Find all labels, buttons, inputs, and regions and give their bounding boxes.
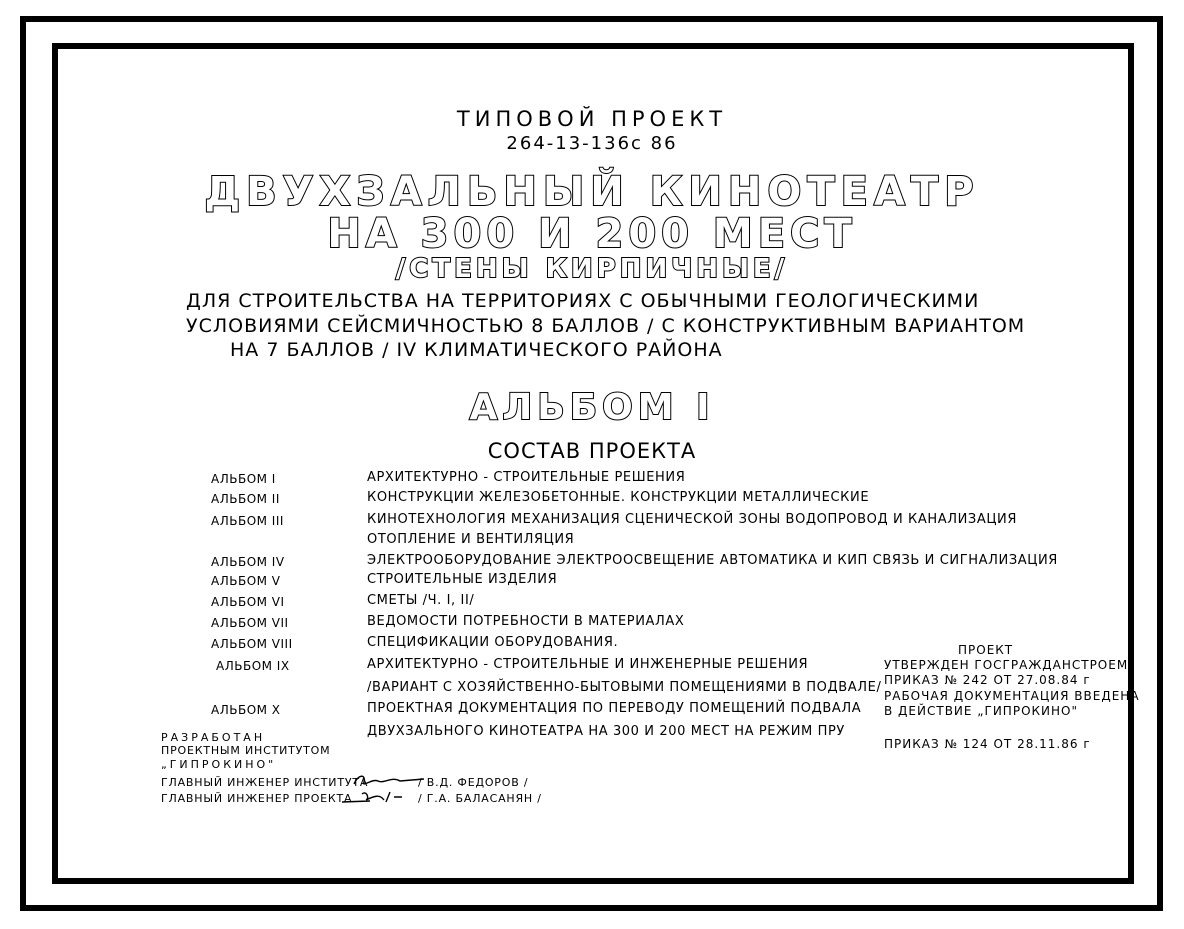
album-label: АЛЬБОМ X xyxy=(211,703,281,717)
album-text: ПРОЕКТНАЯ ДОКУМЕНТАЦИЯ ПО ПЕРЕВОДУ ПОМЕЩЕНИЙ ПОДВАЛА xyxy=(367,701,862,716)
contents-title: СОСТАВ ПРОЕКТА xyxy=(487,439,697,463)
album-text: АРХИТЕКТУРНО - СТРОИТЕЛЬНЫЕ И ИНЖЕНЕРНЫЕ РЕШЕНИЯ xyxy=(367,657,809,672)
project-code: 264-13-136с 86 xyxy=(506,133,678,154)
album-label: АЛЬБОМ IV xyxy=(211,555,285,569)
approval-order: ПРИКАЗ № 242 ОТ 27.08.84 г xyxy=(884,673,1091,687)
album-title: АЛЬБОМ I xyxy=(469,387,715,428)
album-text: ЭЛЕКТРООБОРУДОВАНИЕ ЭЛЕКТРООСВЕЩЕНИЕ АВТОМАТИКА И КИП СВЯЗЬ И СИГНАЛИЗАЦИЯ xyxy=(367,553,1058,568)
title-line-2: НА 300 И 200 МЕСТ xyxy=(327,211,857,257)
approval-order-2: ПРИКАЗ № 124 ОТ 28.11.86 г xyxy=(884,737,1091,751)
album-label: АЛЬБОМ IX xyxy=(216,659,290,673)
credits-institute-name: „ГИПРОКИНО" xyxy=(161,758,277,771)
album-text: КОНСТРУКЦИИ ЖЕЛЕЗОБЕТОННЫЕ. КОНСТРУКЦИИ МЕТАЛЛИЧЕСКИЕ xyxy=(367,490,870,505)
credits-institute: ПРОЕКТНЫМ ИНСТИТУТОМ xyxy=(161,744,331,757)
album-text: СМЕТЫ /Ч. I, II/ xyxy=(367,593,475,608)
title-line-3: /СТЕНЫ КИРПИЧНЫЕ/ xyxy=(395,254,789,284)
album-text: СТРОИТЕЛЬНЫЕ ИЗДЕЛИЯ xyxy=(367,572,558,587)
project-type: ТИПОВОЙ ПРОЕКТ xyxy=(456,107,728,131)
album-label: АЛЬБОМ I xyxy=(211,472,276,486)
chief-engineer-institute-name: / В.Д. ФЕДОРОВ / xyxy=(418,776,529,789)
album-text: /ВАРИАНТ С ХОЗЯЙСТВЕННО-БЫТОВЫМИ ПОМЕЩЕНИЯМИ В ПОДВАЛЕ/ xyxy=(367,680,882,695)
chief-engineer-institute: ГЛАВНЫЙ ИНЖЕНЕР ИНСТИТУТА xyxy=(161,776,369,789)
album-label: АЛЬБОМ III xyxy=(211,514,284,528)
chief-engineer-project: ГЛАВНЫЙ ИНЖЕНЕР ПРОЕКТА xyxy=(161,792,353,805)
album-label: АЛЬБОМ VI xyxy=(211,595,285,609)
album-label: АЛЬБОМ VII xyxy=(211,616,289,630)
signature-balasanyan xyxy=(340,788,420,806)
chief-engineer-project-name: / Г.А. БАЛАСАНЯН / xyxy=(418,792,542,805)
credits-developed: РАЗРАБОТАН xyxy=(161,731,266,744)
approval-approved: УТВЕРЖДЕН ГОСГРАЖДАНСТРОЕМ xyxy=(884,658,1129,672)
album-text: КИНОТЕХНОЛОГИЯ МЕХАНИЗАЦИЯ СЦЕНИЧЕСКОЙ ЗОНЫ ВОДОПРОВОД И КАНАЛИЗАЦИЯ xyxy=(367,512,1017,527)
approval-docs: РАБОЧАЯ ДОКУМЕНТАЦИЯ ВВЕДЕНА xyxy=(884,689,1140,703)
album-text: АРХИТЕКТУРНО - СТРОИТЕЛЬНЫЕ РЕШЕНИЯ xyxy=(367,470,686,485)
description-line-2: УСЛОВИЯМИ СЕЙСМИЧНОСТЬЮ 8 БАЛЛОВ / С КОНСТРУКТИВНЫМ ВАРИАНТОМ xyxy=(186,315,1026,337)
album-text: ДВУХЗАЛЬНОГО КИНОТЕАТРА НА 300 И 200 МЕСТ НА РЕЖИМ ПРУ xyxy=(367,724,845,739)
approval-project: ПРОЕКТ xyxy=(958,643,1014,657)
album-text: ВЕДОМОСТИ ПОТРЕБНОСТИ В МАТЕРИАЛАХ xyxy=(367,614,685,629)
approval-effect: В ДЕЙСТВИЕ „ГИПРОКИНО" xyxy=(884,704,1078,718)
album-label: АЛЬБОМ V xyxy=(211,574,281,588)
album-text: СПЕЦИФИКАЦИИ ОБОРУДОВАНИЯ. xyxy=(367,635,619,650)
description-line-1: ДЛЯ СТРОИТЕЛЬСТВА НА ТЕРРИТОРИЯХ С ОБЫЧНЫМИ ГЕОЛОГИЧЕСКИМИ xyxy=(186,290,980,312)
title-line-1: ДВУХЗАЛЬНЫЙ КИНОТЕАТР xyxy=(204,169,980,215)
album-label: АЛЬБОМ VIII xyxy=(211,637,293,651)
album-label: АЛЬБОМ II xyxy=(211,492,280,506)
description-line-3: НА 7 БАЛЛОВ / IV КЛИМАТИЧЕСКОГО РАЙОНА xyxy=(230,339,723,361)
album-text: ОТОПЛЕНИЕ И ВЕНТИЛЯЦИЯ xyxy=(367,532,575,547)
